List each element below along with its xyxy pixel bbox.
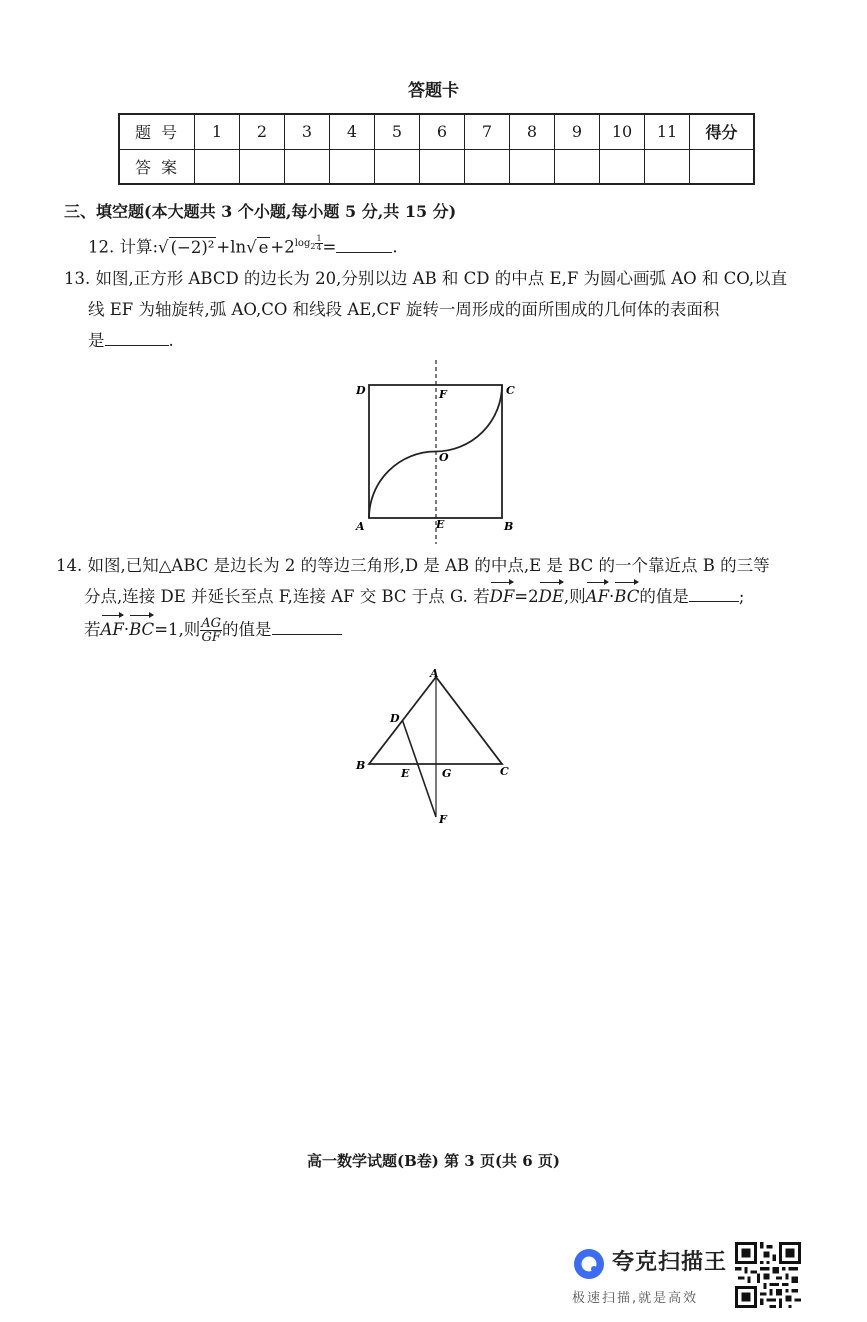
- question-number: 9: [555, 114, 600, 149]
- label-a: A: [430, 667, 439, 680]
- label-g: G: [442, 767, 452, 780]
- vector-bc: BC: [129, 614, 154, 645]
- label-c: C: [500, 765, 509, 778]
- score-cell: [690, 149, 755, 184]
- q13-line-3-prefix: 是: [88, 331, 105, 350]
- q12-sqrt-e: e: [258, 237, 269, 257]
- question-number: 4: [330, 114, 375, 149]
- dot-product: ·: [123, 620, 130, 639]
- q14-line-3: [56, 614, 826, 645]
- label-a: A: [356, 520, 365, 533]
- q12-prefix: 12. 计算:: [88, 237, 159, 257]
- scanner-watermark: [570, 1245, 740, 1305]
- label-o: O: [439, 451, 449, 464]
- answer-blank[interactable]: [336, 235, 392, 253]
- quark-logo-icon: [572, 1247, 606, 1281]
- q12-end: .: [392, 237, 398, 257]
- question-13: [64, 263, 824, 356]
- vector-df: DF: [490, 581, 515, 612]
- dot-product: ·: [609, 587, 615, 606]
- answer-card-title: 答题卡: [408, 81, 459, 101]
- question-number: 2: [240, 114, 285, 149]
- label-b: B: [356, 759, 366, 772]
- label-f: F: [439, 813, 447, 826]
- figure-13-square: [350, 358, 530, 548]
- fraction-numerator: AG: [201, 616, 222, 631]
- answer-cell: [465, 149, 510, 184]
- vector-bc: BC: [614, 581, 639, 612]
- answer-cell: [240, 149, 285, 184]
- answer-cell: [420, 149, 465, 184]
- q14-line-1: 14. 如图,已知△ABC 是边长为 2 的等边三角形,D 是 AB 的中点,E 是 BC 的一个靠近点 B 的三等: [56, 556, 770, 575]
- answer-table: [118, 113, 755, 185]
- question-number: 8: [510, 114, 555, 149]
- arc-ao: [369, 452, 436, 519]
- answer-cell: [555, 149, 600, 184]
- brand-name: 夸克扫描王: [612, 1250, 728, 1275]
- q12-equals: =: [322, 237, 337, 257]
- figure-14-triangle: [350, 662, 520, 832]
- row-header-answer: 答案: [119, 149, 195, 184]
- question-number: 10: [600, 114, 645, 149]
- row-header-number: 题号: [119, 114, 195, 149]
- qr-code-icon: [735, 1242, 801, 1308]
- vector-de: DE: [539, 581, 564, 612]
- question-14: [56, 550, 826, 645]
- answer-cell: [645, 149, 690, 184]
- q12-radicand: (−2)²: [170, 237, 215, 257]
- vector-af: AF: [101, 614, 124, 645]
- fraction-ag-gf: [200, 617, 222, 644]
- question-number: 6: [420, 114, 465, 149]
- answer-blank[interactable]: [272, 618, 342, 636]
- answer-cell: [285, 149, 330, 184]
- q12-log-base: 2: [310, 242, 316, 251]
- q13-line-3-end: .: [168, 331, 174, 350]
- q14-line-2-end: ;: [738, 587, 745, 606]
- answer-cell: [600, 149, 645, 184]
- q14-line-2-c: ,则: [563, 587, 586, 606]
- brand-tagline: 极速扫描,就是高效: [572, 1291, 699, 1306]
- question-number: 7: [465, 114, 510, 149]
- question-number: 5: [375, 114, 420, 149]
- question-12: [88, 228, 398, 263]
- label-c: C: [506, 384, 515, 397]
- answer-cell: [195, 149, 240, 184]
- table-row-numbers: [119, 114, 754, 149]
- fraction-denominator: GF: [201, 630, 221, 645]
- q12-plus-two: +2: [270, 237, 295, 257]
- q14-line-2: [56, 581, 826, 612]
- label-d: D: [356, 384, 366, 397]
- q14-line-2-a: 分点,连接 DE 并延长至点 F,连接 AF 交 BC 于点 G. 若: [84, 587, 490, 606]
- question-number: 11: [645, 114, 690, 149]
- q13-line-1: 13. 如图,正方形 ABCD 的边长为 20,分别以边 AB 和 CD 的中点 E,F 为圆心画弧 AO 和 CO,以直: [64, 269, 788, 288]
- label-e: E: [401, 767, 410, 780]
- sqrt-symbol: √: [246, 237, 257, 257]
- q12-log: log: [294, 238, 311, 249]
- label-d: D: [390, 712, 400, 725]
- fraction-denominator: 4: [316, 243, 322, 252]
- question-number: 1: [195, 114, 240, 149]
- q14-line-2-b: =2: [514, 587, 539, 606]
- label-f: F: [439, 388, 447, 401]
- score-header: 得分: [690, 114, 755, 149]
- q14-line-3-b: =1,则: [154, 620, 201, 639]
- question-number: 3: [285, 114, 330, 149]
- answer-blank[interactable]: [689, 585, 739, 603]
- q14-line-2-d: 的值是: [639, 587, 689, 606]
- label-b: B: [504, 520, 514, 533]
- page-footer: 高一数学试题(B卷) 第 3 页(共 6 页): [306, 1152, 561, 1170]
- table-row-answers: [119, 149, 754, 184]
- label-e: E: [436, 518, 445, 531]
- fraction-numerator: 1: [316, 234, 322, 243]
- q12-exponent-fraction: [315, 235, 322, 252]
- q13-line-3: [64, 325, 824, 356]
- q13-line-2: 线 EF 为轴旋转,弧 AO,CO 和线段 AE,CF 旋转一周形成的面所围成的几何体的表面积: [88, 300, 720, 319]
- sqrt-symbol: √: [158, 237, 169, 257]
- section-heading: 三、填空题(本大题共 3 个小题,每小题 5 分,共 15 分): [64, 202, 457, 221]
- q14-line-3-a: 若: [84, 620, 101, 639]
- q12-plus-ln: +ln: [216, 237, 247, 257]
- answer-cell: [375, 149, 420, 184]
- vector-af: AF: [586, 581, 609, 612]
- answer-blank[interactable]: [105, 329, 169, 347]
- q14-line-3-c: 的值是: [222, 620, 272, 639]
- answer-cell: [330, 149, 375, 184]
- answer-cell: [510, 149, 555, 184]
